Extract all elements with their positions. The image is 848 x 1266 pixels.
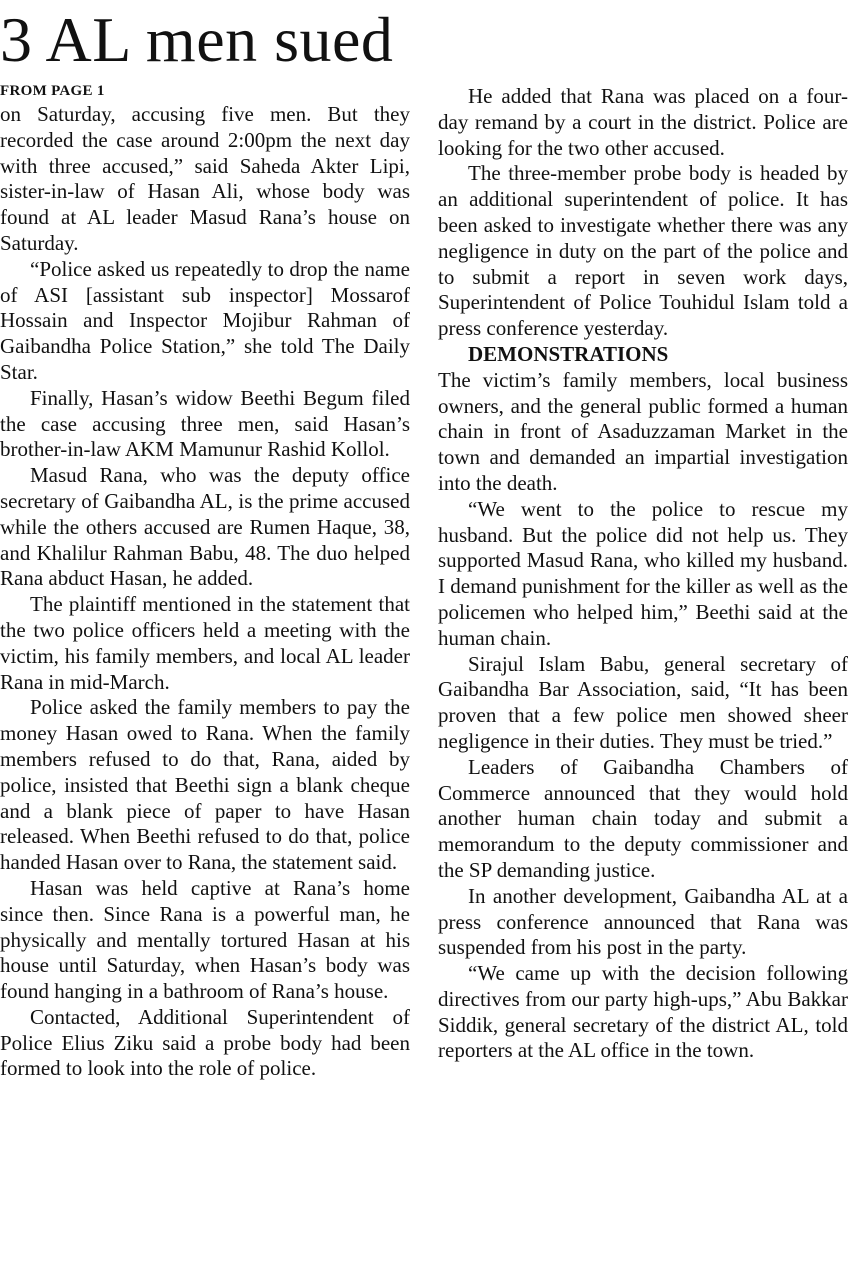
paragraph: “We went to the police to rescue my husband. But the police did not help us. They supported Masud Rana, who killed my husband. I demand punishment for the killer as well as the policemen who helped him,” Beethi said at the human chain. bbox=[438, 496, 848, 650]
paragraph: Leaders of Gaibandha Chambers of Commerce announced that they would hold another human chain today and submit a memorandum to the deputy commissioner and the SP demanding justice. bbox=[438, 754, 848, 882]
left-column bbox=[0, 80, 410, 1082]
paragraph: The three-member probe body is headed by an additional superintendent of police. It has been asked to investigate whether there was any negligence in duty on the part of the police and to submit a report in seven work days, Superintendent of Police Touhidul Islam told a press conference yesterday. bbox=[438, 161, 848, 341]
paragraph: The plaintiff mentioned in the statement that the two police officers held a meeting with the victim, his family members, and local AL leader Rana in mid-March. bbox=[0, 592, 410, 694]
paragraph: on Saturday, accusing five men. But they recorded the case around 2:00pm the next day with three accused,” said Saheda Akter Lipi, sister-in-law of Hasan Ali, whose body was found at AL leader Masud Rana’s house on Saturday. bbox=[0, 102, 410, 255]
paragraph: He added that Rana was placed on a four-day remand by a court in the district. Police are looking for the two other accused. bbox=[438, 84, 848, 160]
right-column bbox=[438, 84, 848, 1064]
paragraph: “We came up with the decision following directives from our party high-ups,” Abu Bakkar Siddik, general secretary of the district AL, told reporters at the AL office in the town. bbox=[438, 961, 848, 1063]
paragraph: In another development, Gaibandha AL at a press conference announced that Rana was suspended from his post in the party. bbox=[438, 883, 848, 960]
subhead-demonstrations: DEMONSTRATIONS bbox=[468, 341, 669, 366]
paragraph: Masud Rana, who was the deputy office secretary of Gaibandha AL, is the prime accused while the others accused are Rumen Haque, 38, and Khalilur Rahman Babu, 48. The duo helped Rana abduct Hasan, he added. bbox=[0, 463, 410, 591]
paragraph: Hasan was held captive at Rana’s home since then. Since Rana is a powerful man, he physically and mentally tortured Hasan at his house until Saturday, when Hasan’s body was found hanging in a bathroom of Rana’s house. bbox=[0, 875, 410, 1004]
paragraph: Finally, Hasan’s widow Beethi Begum filed the case accusing three men, said Hasan’s brother-in-law AKM Mamunur Rashid Kollol. bbox=[0, 385, 410, 462]
kicker-from-page: FROM PAGE 1 bbox=[0, 83, 105, 99]
paragraph: “Police asked us repeatedly to drop the name of ASI [assistant sub inspector] Mossarof Hossain and Inspector Mojibur Rahman of Gaibandha Police Station,” she told The Daily Star. bbox=[0, 256, 410, 384]
paragraph: Sirajul Islam Babu, general secretary of Gaibandha Bar Association, said, “It has been proven that a few police men showed sheer negligence in their duties. They must be tried.” bbox=[438, 651, 848, 753]
paragraph: The victim’s family members, local business owners, and the general public formed a human chain in front of Asaduzzaman Market in the town and demanded an impartial investigation into the death. bbox=[438, 367, 848, 495]
headline: 3 AL men sued bbox=[0, 4, 394, 75]
paragraph: Police asked the family members to pay the money Hasan owed to Rana. When the family members refused to do that, Rana, aided by police, insisted that Beethi sign a blank cheque and a blank piece of paper to have Hasan released. When Beethi refused to do that, police handed Hasan over to Rana, the statement said. bbox=[0, 695, 410, 875]
paragraph: Contacted, Additional Superintendent of Police Elius Ziku said a probe body had been formed to look into the role of police. bbox=[0, 1004, 410, 1081]
